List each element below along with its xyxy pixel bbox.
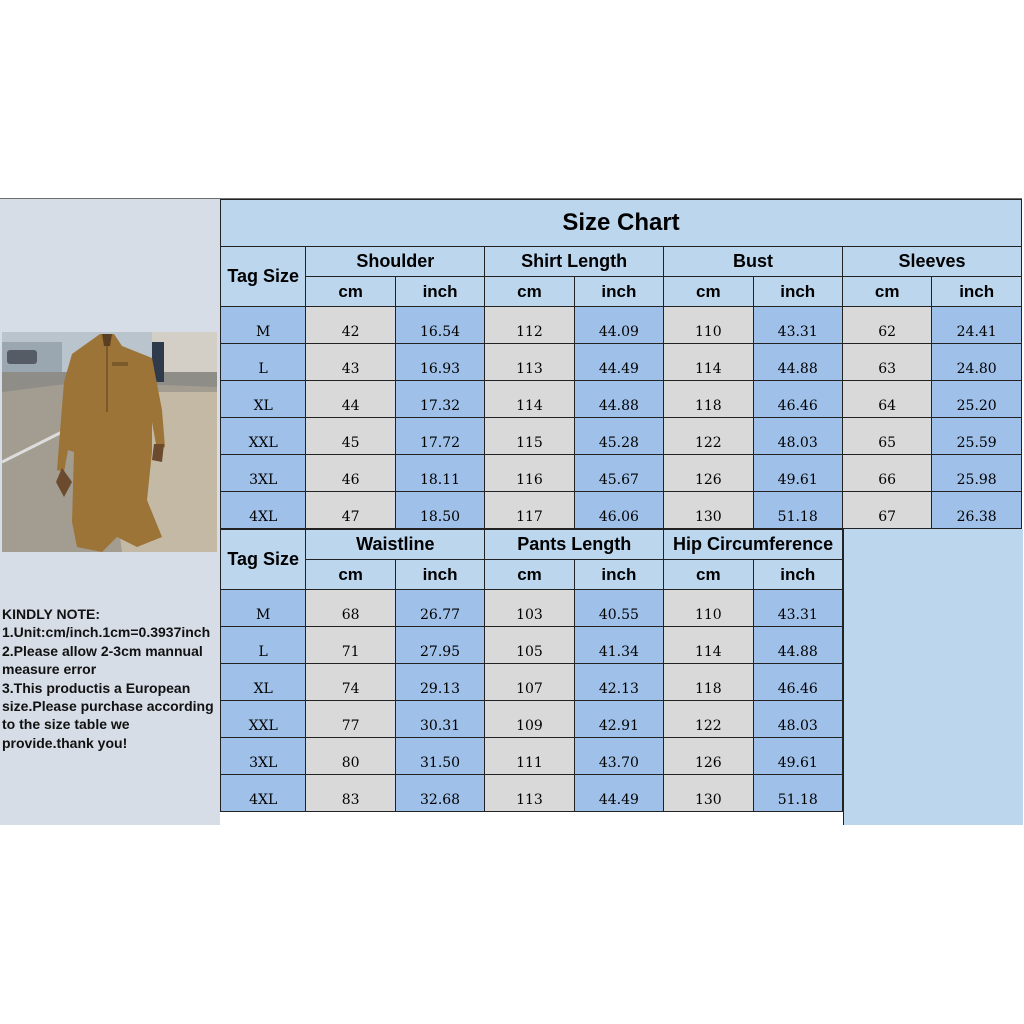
cm-value: 113 [516, 792, 543, 808]
group-header: Waistline [306, 530, 485, 560]
inch-value: 30.31 [420, 718, 461, 734]
cm-value-cell [842, 307, 931, 344]
cm-value-cell [664, 307, 753, 344]
size-label: L [258, 644, 268, 660]
cm-value: 112 [516, 324, 543, 340]
inch-value-cell [574, 664, 663, 701]
inch-value: 46.46 [777, 681, 818, 697]
inch-value-cell [753, 307, 842, 344]
inch-value: 27.95 [420, 644, 461, 660]
size-label-cell [221, 455, 306, 492]
table-filler [843, 529, 1023, 825]
inch-value: 32.68 [420, 792, 461, 808]
cm-value-cell [842, 418, 931, 455]
table-row [221, 418, 1022, 455]
inch-value-cell [932, 418, 1022, 455]
cm-value: 113 [516, 361, 543, 377]
note-line-3: 3.This productis a European size.Please purchase according to the size table we provide.thank you! [2, 679, 214, 751]
cm-value: 67 [878, 509, 897, 525]
cm-value-cell [664, 492, 753, 529]
inch-value: 18.50 [419, 509, 461, 525]
size-label: XL [253, 398, 273, 414]
inch-value: 16.54 [419, 324, 461, 340]
cm-value: 74 [341, 681, 360, 697]
unit-header-row [221, 277, 1022, 307]
table-row [221, 701, 843, 738]
cm-value-cell [485, 381, 574, 418]
size-label-cell [221, 344, 306, 381]
cm-value-cell [306, 492, 395, 529]
inch-value-cell [395, 344, 484, 381]
unit-header-row [221, 560, 843, 590]
inch-value-cell [753, 664, 842, 701]
size-label: M [256, 607, 271, 623]
cm-value-cell [485, 627, 574, 664]
cm-value: 117 [516, 509, 543, 525]
inch-value-cell [753, 344, 842, 381]
cm-value: 118 [694, 681, 722, 697]
size-chart [0, 198, 1022, 825]
inch-value-cell [395, 664, 484, 701]
cm-value: 130 [694, 509, 722, 525]
cm-value-cell [306, 664, 395, 701]
cm-value-cell [842, 344, 931, 381]
inch-value: 46.06 [598, 509, 639, 525]
chart-title: Size Chart [221, 200, 1022, 247]
inch-header: inch [574, 560, 663, 590]
cm-value-cell [664, 775, 753, 812]
note-line-1: 1.Unit:cm/inch.1cm=0.3937inch [2, 624, 211, 641]
cm-value: 107 [516, 681, 543, 697]
inch-value: 44.09 [598, 324, 639, 340]
inch-value-cell [574, 775, 663, 812]
size-table-top [220, 199, 1022, 529]
inch-value: 44.88 [777, 644, 818, 660]
inch-value: 45.28 [598, 435, 639, 451]
group-header: Bust [664, 247, 843, 277]
cm-value-cell [306, 627, 395, 664]
kindly-note [2, 605, 220, 752]
inch-value: 51.18 [777, 792, 818, 808]
cm-value: 80 [341, 755, 360, 771]
cm-value: 111 [516, 755, 543, 771]
size-label-cell [221, 307, 306, 344]
table-row [221, 455, 1022, 492]
inch-value: 44.49 [598, 792, 639, 808]
cm-header: cm [306, 277, 395, 307]
inch-value: 24.80 [956, 361, 997, 377]
cm-value: 66 [878, 472, 897, 488]
group-header-row [221, 530, 843, 560]
inch-value-cell [753, 381, 842, 418]
inch-value: 26.38 [956, 509, 997, 525]
cm-value-cell [485, 455, 574, 492]
inch-value: 25.59 [956, 435, 997, 451]
inch-value-cell [753, 775, 842, 812]
inch-value-cell [574, 381, 663, 418]
cm-value-cell [306, 381, 395, 418]
size-label-cell [221, 627, 306, 664]
inch-value-cell [932, 455, 1022, 492]
cm-value: 62 [878, 324, 897, 340]
size-label: 4XL [249, 792, 278, 808]
cm-value-cell [842, 492, 931, 529]
inch-value: 43.31 [777, 607, 818, 623]
inch-value-cell [395, 307, 484, 344]
size-label-cell [221, 701, 306, 738]
inch-value-cell [574, 590, 663, 627]
inch-value-cell [574, 701, 663, 738]
group-header: Shoulder [306, 247, 485, 277]
group-header: Hip Circumference [664, 530, 843, 560]
cm-value-cell [485, 344, 574, 381]
cm-value-cell [306, 418, 395, 455]
size-label: XXL [248, 435, 278, 451]
cm-value: 114 [694, 644, 722, 660]
inch-value-cell [395, 738, 484, 775]
size-label: L [258, 361, 268, 377]
cm-value-cell [842, 381, 931, 418]
cm-value-cell [306, 344, 395, 381]
size-label-cell [221, 590, 306, 627]
inch-header: inch [932, 277, 1022, 307]
inch-value-cell [395, 590, 484, 627]
inch-value-cell [395, 701, 484, 738]
cm-header: cm [842, 277, 931, 307]
note-heading: KINDLY NOTE: [2, 606, 101, 622]
title-row [221, 200, 1022, 247]
inch-value: 25.98 [956, 472, 997, 488]
cm-value-cell [485, 701, 574, 738]
cm-value-cell [664, 455, 753, 492]
cm-value-cell [664, 664, 753, 701]
cm-value: 126 [694, 472, 722, 488]
cm-value-cell [485, 775, 574, 812]
cm-value: 114 [516, 398, 543, 414]
cm-value: 68 [341, 607, 360, 623]
cm-value: 103 [516, 607, 543, 623]
cm-header: cm [664, 560, 753, 590]
cm-value-cell [306, 701, 395, 738]
inch-value: 40.55 [598, 607, 639, 623]
cm-value-cell [306, 590, 395, 627]
cm-value-cell [306, 307, 395, 344]
size-label-cell [221, 418, 306, 455]
cm-value-cell [664, 590, 753, 627]
inch-value-cell [574, 492, 663, 529]
cm-value: 71 [341, 644, 360, 660]
inch-header: inch [574, 277, 663, 307]
inch-value: 42.13 [598, 681, 639, 697]
inch-value: 44.88 [598, 398, 639, 414]
size-label: XL [253, 681, 273, 697]
cm-value-cell [485, 307, 574, 344]
cm-value: 105 [516, 644, 543, 660]
cm-value-cell [485, 492, 574, 529]
inch-value-cell [753, 418, 842, 455]
inch-value: 46.46 [777, 398, 818, 414]
cm-value-cell [664, 344, 753, 381]
cm-value: 115 [516, 435, 543, 451]
cm-header: cm [306, 560, 395, 590]
inch-value: 17.32 [419, 398, 461, 414]
size-label-cell [221, 492, 306, 529]
cm-header: cm [485, 277, 574, 307]
inch-value-cell [753, 590, 842, 627]
table-row [221, 590, 843, 627]
cm-value-cell [842, 455, 931, 492]
cm-value: 109 [516, 718, 543, 734]
inch-value-cell [395, 492, 484, 529]
cm-value: 130 [694, 792, 722, 808]
cm-value: 46 [341, 472, 360, 488]
inch-value-cell [932, 307, 1022, 344]
cm-value-cell [306, 455, 395, 492]
size-label-cell [221, 381, 306, 418]
inch-value-cell [753, 738, 842, 775]
table-row [221, 492, 1022, 529]
cm-value-cell [306, 775, 395, 812]
cm-value: 83 [341, 792, 360, 808]
table-row [221, 738, 843, 775]
tag-size-header: Tag Size [221, 247, 306, 307]
size-label: 3XL [249, 472, 278, 488]
cm-value: 126 [694, 755, 722, 771]
inch-value-cell [753, 455, 842, 492]
cm-value: 42 [341, 324, 360, 340]
inch-value-cell [574, 307, 663, 344]
size-label: XXL [248, 718, 278, 734]
cm-value-cell [485, 418, 574, 455]
inch-value: 24.41 [956, 324, 997, 340]
cm-value-cell [485, 664, 574, 701]
inch-value-cell [753, 701, 842, 738]
cm-value-cell [664, 701, 753, 738]
cm-value: 43 [341, 361, 360, 377]
inch-value-cell [574, 455, 663, 492]
inch-value-cell [932, 381, 1022, 418]
size-label-cell [221, 664, 306, 701]
inch-value: 29.13 [420, 681, 461, 697]
cm-value: 114 [694, 361, 722, 377]
inch-value-cell [395, 775, 484, 812]
inch-header: inch [753, 560, 842, 590]
cm-value: 77 [341, 718, 360, 734]
cm-value-cell [306, 738, 395, 775]
inch-value: 49.61 [777, 472, 818, 488]
inch-header: inch [395, 277, 484, 307]
size-label-cell [221, 775, 306, 812]
inch-value: 49.61 [777, 755, 818, 771]
cm-value: 47 [341, 509, 360, 525]
cm-value-cell [664, 418, 753, 455]
tag-size-header: Tag Size [221, 530, 306, 590]
inch-value: 17.72 [419, 435, 461, 451]
note-line-2: 2.Please allow 2-3cm mannual measure error [2, 642, 203, 678]
cm-value: 122 [694, 435, 722, 451]
inch-value-cell [395, 455, 484, 492]
inch-value: 31.50 [420, 755, 461, 771]
group-header: Pants Length [485, 530, 664, 560]
inch-value-cell [395, 418, 484, 455]
inch-value: 45.67 [598, 472, 639, 488]
product-photo [2, 332, 217, 552]
table-row [221, 381, 1022, 418]
inch-value: 51.18 [777, 509, 818, 525]
group-header: Sleeves [842, 247, 1021, 277]
cm-value-cell [664, 381, 753, 418]
table-row [221, 307, 1022, 344]
cm-value: 44 [341, 398, 360, 414]
cm-value: 118 [694, 398, 722, 414]
size-label-cell [221, 738, 306, 775]
cm-value: 65 [878, 435, 897, 451]
inch-value: 44.88 [777, 361, 818, 377]
inch-value-cell [753, 492, 842, 529]
cm-value: 116 [516, 472, 543, 488]
inch-value: 43.70 [598, 755, 639, 771]
size-label: 4XL [249, 509, 278, 525]
inch-value: 43.31 [777, 324, 818, 340]
inch-value: 26.77 [420, 607, 461, 623]
product-photo-image [2, 332, 217, 552]
inch-value: 25.20 [956, 398, 997, 414]
inch-value-cell [574, 738, 663, 775]
inch-value: 42.91 [598, 718, 639, 734]
inch-value: 41.34 [598, 644, 639, 660]
cm-header: cm [485, 560, 574, 590]
cm-header: cm [664, 277, 753, 307]
inch-value-cell [395, 381, 484, 418]
cm-value: 110 [694, 324, 722, 340]
size-label: 3XL [249, 755, 278, 771]
size-table-bottom [220, 529, 843, 812]
cm-value-cell [485, 738, 574, 775]
table-row [221, 344, 1022, 381]
inch-value-cell [574, 627, 663, 664]
inch-value-cell [932, 492, 1022, 529]
inch-value-cell [932, 344, 1022, 381]
inch-value: 16.93 [419, 361, 461, 377]
inch-value: 44.49 [598, 361, 639, 377]
cm-value-cell [664, 738, 753, 775]
inch-header: inch [395, 560, 484, 590]
cm-value-cell [485, 590, 574, 627]
inch-value-cell [574, 418, 663, 455]
inch-value-cell [395, 627, 484, 664]
cm-value-cell [664, 627, 753, 664]
cm-value: 45 [341, 435, 360, 451]
inch-value: 18.11 [419, 472, 461, 488]
left-panel [0, 199, 220, 825]
inch-value-cell [753, 627, 842, 664]
cm-value: 63 [878, 361, 897, 377]
group-header: Shirt Length [485, 247, 664, 277]
size-label: M [256, 324, 271, 340]
inch-value-cell [574, 344, 663, 381]
cm-value: 122 [694, 718, 722, 734]
inch-value: 48.03 [777, 435, 818, 451]
table-row [221, 627, 843, 664]
group-header-row [221, 247, 1022, 277]
table-row [221, 664, 843, 701]
inch-value: 48.03 [777, 718, 818, 734]
table-row [221, 775, 843, 812]
inch-header: inch [753, 277, 842, 307]
cm-value: 64 [878, 398, 897, 414]
cm-value: 110 [694, 607, 722, 623]
